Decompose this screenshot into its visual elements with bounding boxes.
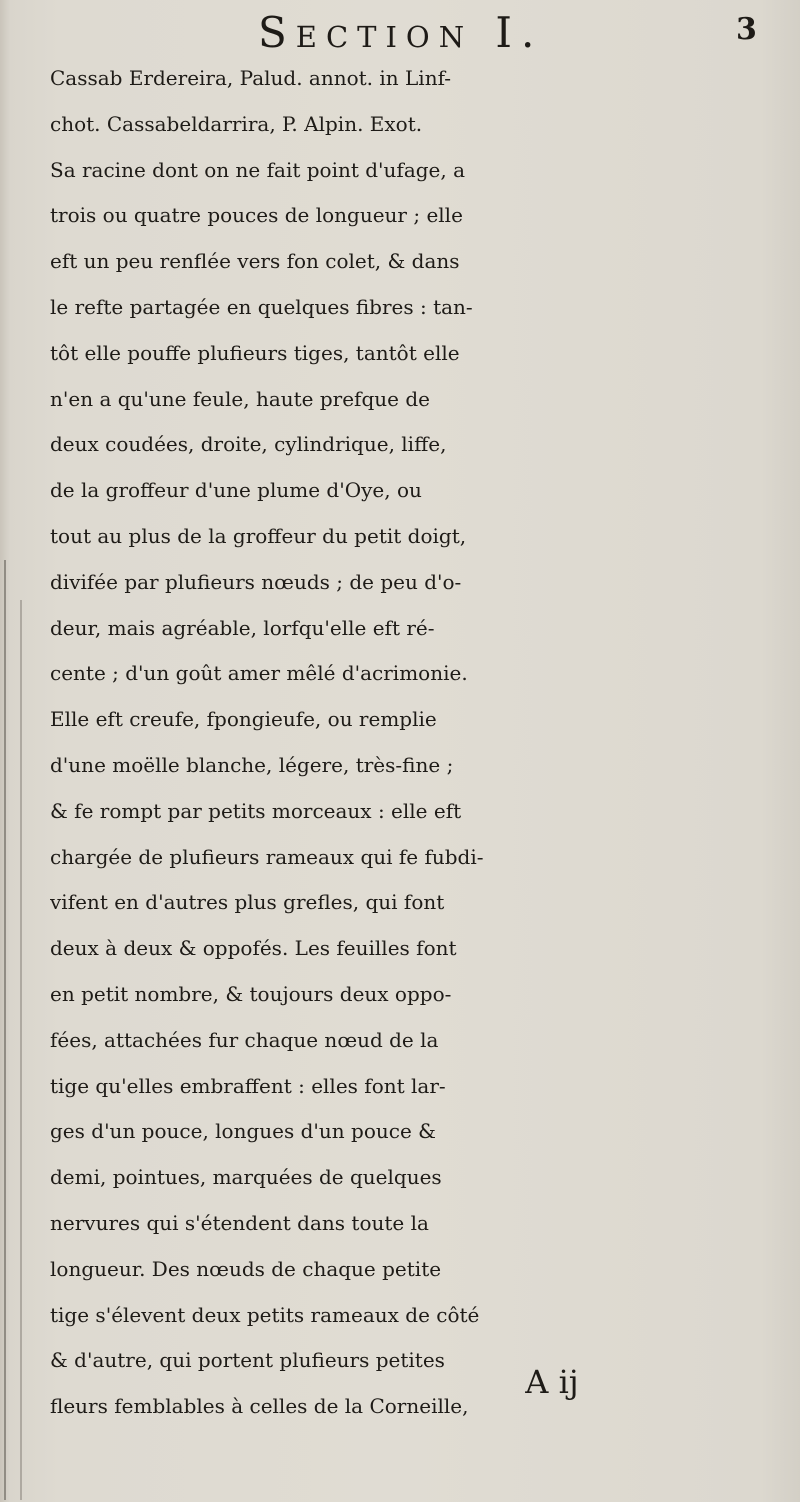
text-line: vifent en d'autres plus grefles, qui font xyxy=(50,890,445,915)
text-line: deux coudées, droite, cylindrique, liffe, xyxy=(50,432,447,457)
page-edge-shadow xyxy=(20,600,22,1500)
text-line: Cassab Erdereira, Palud. annot. in Linf- xyxy=(50,66,452,90)
page-edge-shadow xyxy=(4,560,6,1500)
folio-mark: A ij xyxy=(525,1363,579,1401)
text-line: n'en a qu'une feule, haute prefque de xyxy=(50,386,430,411)
text-line: le refte partagée en quelques fibres : tan- xyxy=(50,294,473,319)
signature-mark: 3 xyxy=(736,12,757,47)
text-line: chot. Cassabeldarrira, P. Alpin. Exot. xyxy=(50,111,423,136)
running-header xyxy=(0,2,800,56)
text-line: tige qu'elles embraffent : elles font lar- xyxy=(50,1073,446,1098)
text-line: cente ; d'un goût amer mêlé d'acrimonie. xyxy=(50,661,468,686)
text-line: fées, attachées fur chaque nœud de la xyxy=(50,1027,439,1052)
text-line: tôt elle pouffe plufieurs tiges, tantôt elle xyxy=(50,340,460,365)
body-text xyxy=(50,56,790,1430)
text-line: nervures qui s'étendent dans toute la xyxy=(50,1210,429,1235)
text-line: & fe rompt par petits morceaux : elle eft xyxy=(50,798,462,823)
text-line: & d'autre, qui portent plufieurs petites xyxy=(50,1348,445,1373)
text-line: chargée de plufieurs rameaux qui fe fubdi- xyxy=(50,844,484,869)
text-line: deux à deux & oppofés. Les feuilles font xyxy=(50,936,457,961)
text-line: longueur. Des nœuds de chaque petite xyxy=(50,1256,442,1281)
text-line: tout au plus de la groffeur du petit doigt, xyxy=(50,523,467,548)
text-line: eft un peu renflée vers fon colet, & dans xyxy=(50,249,460,274)
section-heading: Section I. xyxy=(258,8,544,57)
text-line: demi, pointues, marquées de quelques xyxy=(50,1165,442,1190)
text-line: de la groffeur d'une plume d'Oye, ou xyxy=(50,478,422,503)
text-line: deur, mais agréable, lorfqu'elle eft ré- xyxy=(50,615,435,640)
text-line: ges d'un pouce, longues d'un pouce & xyxy=(50,1119,436,1144)
text-line: Elle eft creufe, fpongieufe, ou remplie xyxy=(50,707,437,732)
text-line: fleurs femblables à celles de la Corneille, xyxy=(50,1394,469,1419)
text-line: tige s'élevent deux petits rameaux de côté xyxy=(50,1302,480,1327)
text-line: en petit nombre, & toujours deux oppo- xyxy=(50,981,452,1006)
text-line: Sa racine dont on ne fait point d'ufage, a xyxy=(50,157,466,182)
text-line: divifée par plufieurs nœuds ; de peu d'o- xyxy=(50,569,462,594)
text-line: d'une moëlle blanche, légere, très-fine ; xyxy=(50,752,454,777)
text-line: trois ou quatre pouces de longueur ; elle xyxy=(50,203,463,228)
